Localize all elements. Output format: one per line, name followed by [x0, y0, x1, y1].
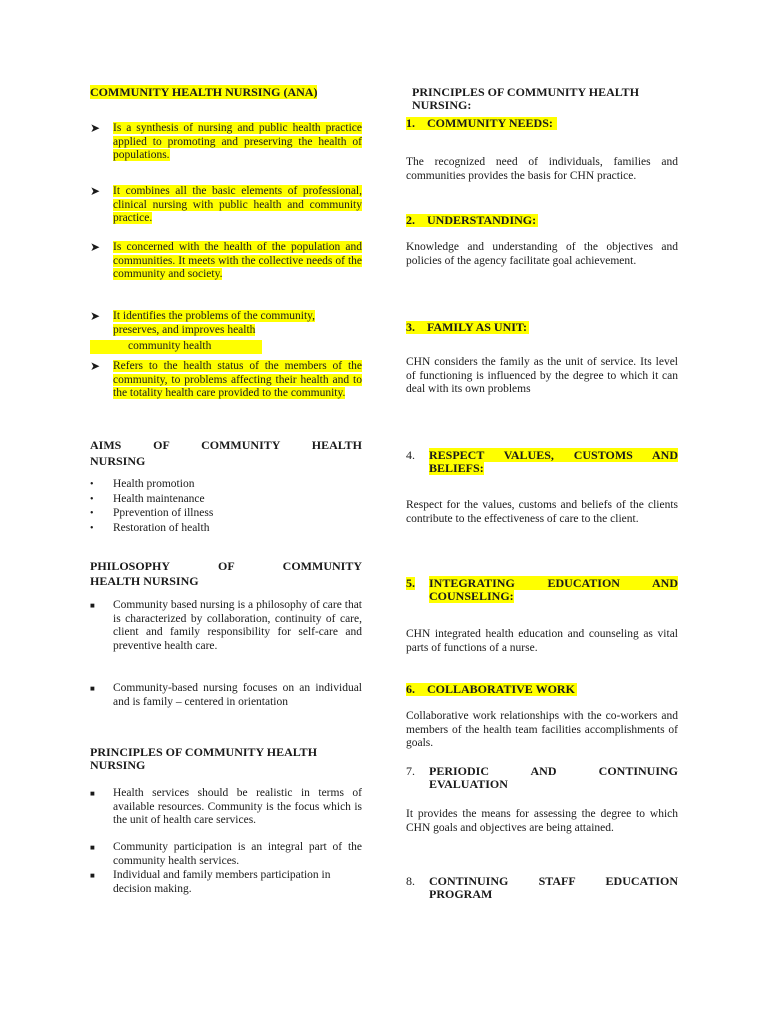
- principle-heading: 7. PERIODIC AND CONTINUING EVALUATION: [406, 764, 678, 791]
- dot-bullet-icon: •: [90, 479, 94, 490]
- principles-point: ■ Community participation is an integral part of the community health services.: [90, 841, 362, 867]
- list-item: • Health promotion: [90, 478, 195, 490]
- principle-heading: 5. INTEGRATING EDUCATION AND COUNSELING:: [406, 576, 678, 603]
- square-bullet-icon: ■: [90, 789, 95, 798]
- list-item: • Restoration of health: [90, 521, 210, 534]
- ana-point: ➤ Is a synthesis of nursing and public health practice applied to promoting and preserving the health of populations.: [90, 121, 362, 161]
- principle-heading: 3. FAMILY AS UNIT:: [406, 320, 528, 334]
- ana-point: ➤ Is concerned with the health of the population and communities. It meets with the collective needs of the community and society.: [90, 240, 362, 280]
- principle-body: Knowledge and understanding of the objectives and policies of the agency facilitate goal achievement.: [406, 241, 678, 267]
- aims-heading-line2: NURSING: [90, 454, 146, 468]
- list-item: • Pprevention of illness: [90, 507, 214, 519]
- principles-title: PRINCIPLES OF COMMUNITY HEALTH NURSING:: [412, 85, 640, 112]
- square-bullet-icon: ■: [90, 843, 95, 852]
- principles-heading: PRINCIPLES OF COMMUNITY HEALTH NURSING: [90, 745, 318, 772]
- square-bullet-icon: ■: [90, 684, 95, 693]
- square-bullet-icon: ■: [90, 871, 95, 880]
- arrow-bullet-icon: ➤: [90, 359, 101, 373]
- ana-point: ➤ Refers to the health status of the members of the community, to problems affecting their health and to the totality health care provided to the community.: [90, 359, 362, 399]
- ana-point: ➤ It combines all the basic elements of professional, clinical nursing with public health and community practice.: [90, 184, 362, 224]
- aims-list: [90, 478, 362, 536]
- list-item: • Health maintenance: [90, 492, 205, 505]
- principle-body: CHN considers the family as the unit of service. Its level of functioning is influenced by the degree to which it can deal with its own problems: [406, 356, 678, 395]
- principles-point: ■ Individual and family members participation in decision making.: [90, 869, 331, 895]
- principle-heading: 2. UNDERSTANDING:: [406, 213, 537, 227]
- square-bullet-icon: ■: [90, 601, 95, 610]
- community-health-label: community health: [90, 336, 362, 350]
- principles-point: ■ Health services should be realistic in terms of available resources. Community is the focus which is the unit of health care services.: [90, 787, 362, 826]
- principle-heading: 8. CONTINUING STAFF EDUCATION PROGRAM: [406, 874, 678, 901]
- dot-bullet-icon: •: [90, 493, 94, 505]
- ana-heading: COMMUNITY HEALTH NURSING (ANA): [90, 85, 318, 99]
- arrow-bullet-icon: ➤: [90, 240, 101, 254]
- philosophy-point: ■ Community based nursing is a philosophy of care that is characterized by collaboration, continuity of care, client and family responsibility for self-care and preventive health care.: [90, 599, 362, 652]
- principle-body: CHN integrated health education and counseling as vital parts of functions of a nurse.: [406, 628, 678, 654]
- arrow-bullet-icon: ➤: [90, 184, 101, 198]
- principle-heading: 6. COLLABORATIVE WORK: [406, 682, 575, 696]
- dot-bullet-icon: •: [90, 508, 94, 519]
- principle-heading: 4. RESPECT VALUES, CUSTOMS AND BELIEFS:: [406, 448, 678, 475]
- arrow-bullet-icon: ➤: [90, 309, 101, 323]
- principle-heading: 1. COMMUNITY NEEDS:: [406, 114, 678, 128]
- philosophy-point: ■ Community-based nursing focuses on an individual and is family – centered in orientation: [90, 682, 362, 708]
- principle-body: Respect for the values, customs and beliefs of the clients contribute to the effectiveness of care to the client.: [406, 499, 678, 525]
- arrow-bullet-icon: ➤: [90, 121, 101, 135]
- principle-body: Collaborative work relationships with the co-workers and members of the health team facilities accomplishments of goals.: [406, 710, 678, 749]
- aims-heading-line1: AIMS OF COMMUNITY HEALTH: [90, 438, 362, 452]
- dot-bullet-icon: •: [90, 522, 94, 534]
- principle-body: It provides the means for assessing the degree to which CHN goals and objectives are being attained.: [406, 808, 678, 834]
- philosophy-heading-line1: PHILOSOPHY OF COMMUNITY: [90, 559, 362, 573]
- philosophy-heading-line2: HEALTH NURSING: [90, 574, 199, 588]
- principle-body: The recognized need of individuals, families and communities provides the basis for CHN practice.: [406, 156, 678, 182]
- ana-point: ➤ It identifies the problems of the community, preserves, and improves health: [90, 309, 316, 336]
